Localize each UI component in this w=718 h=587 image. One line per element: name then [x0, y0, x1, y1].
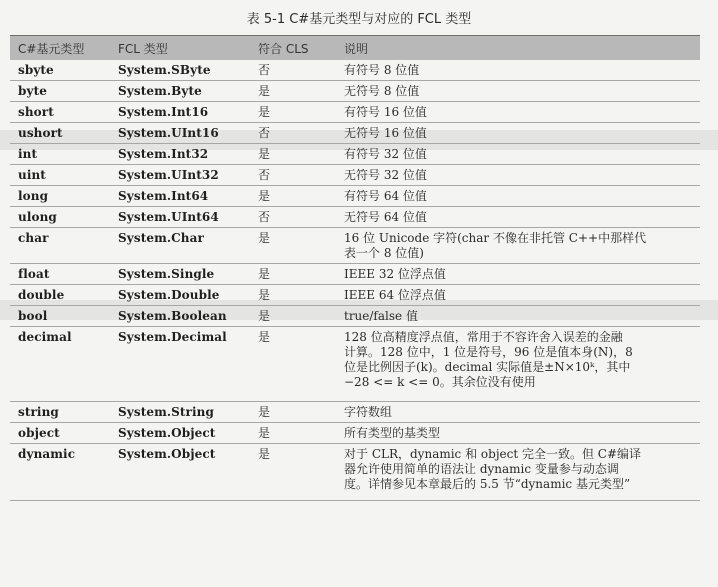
table-row: [10, 81, 700, 102]
fcl-type-cell: System.Decimal: [118, 330, 227, 344]
description-line: IEEE 64 位浮点值: [344, 288, 446, 302]
csharp-type-cell: bool: [18, 309, 48, 323]
table-row: [10, 60, 700, 81]
description-line: 度。详情参见本章最后的 5.5 节“dynamic 基元类型”: [344, 477, 631, 491]
description-line: 无符号 16 位值: [344, 126, 427, 140]
fcl-type-cell: System.Single: [118, 267, 215, 281]
fcl-type-cell: System.Int16: [118, 105, 209, 119]
csharp-type-cell: byte: [18, 84, 47, 98]
description-cell: [336, 285, 700, 305]
cls-cell: 否: [258, 168, 271, 182]
header-cls-compliant: 符合 CLS: [258, 41, 309, 56]
description-cell: [336, 228, 700, 263]
description-line: 128 位高精度浮点值，常用于不容许舍入误差的金融: [344, 330, 623, 344]
cls-cell: 是: [258, 231, 271, 245]
description-line: 有符号 8 位值: [344, 63, 420, 77]
cls-cell: 否: [258, 63, 271, 77]
csharp-type-cell: dynamic: [18, 447, 76, 461]
description-line: 计算。128 位中，1 位是符号，96 位是值本身(N)，8: [344, 345, 633, 359]
table-row: [10, 228, 700, 264]
table-row: [10, 186, 700, 207]
description-line: true/false 值: [344, 309, 418, 323]
csharp-type-cell: short: [18, 105, 54, 119]
description-line: 位是比例因子(k)。decimal 实际值是±N×10ᵏ，其中: [344, 360, 631, 374]
header-description: 说明: [344, 41, 369, 56]
description-cell: [336, 444, 700, 494]
csharp-type-cell: ushort: [18, 126, 63, 140]
description-cell: [336, 423, 700, 443]
header-csharp-type: C#基元类型: [18, 41, 85, 56]
description-line: IEEE 32 位浮点值: [344, 267, 446, 281]
description-cell: [336, 186, 700, 206]
cls-cell: 是: [258, 105, 271, 119]
fcl-type-cell: System.Boolean: [118, 309, 227, 323]
table-header: [10, 36, 700, 60]
table-row: [10, 144, 700, 165]
fcl-type-cell: System.Object: [118, 447, 216, 461]
fcl-type-cell: System.Double: [118, 288, 220, 302]
description-line: 器允许使用简单的语法让 dynamic 变量参与动态调: [344, 462, 619, 476]
table-caption: 表 5-1 C#基元类型与对应的 FCL 类型: [246, 12, 472, 27]
description-cell: [336, 402, 700, 422]
fcl-type-cell: System.String: [118, 405, 214, 419]
cls-cell: 是: [258, 330, 271, 344]
description-line: 表一个 8 位值): [344, 246, 424, 260]
description-line: 无符号 32 位值: [344, 168, 427, 182]
description-line: 无符号 64 位值: [344, 210, 427, 224]
table-row: [10, 444, 700, 501]
cls-cell: 否: [258, 210, 271, 224]
cls-cell: 是: [258, 447, 271, 461]
csharp-type-cell: long: [18, 189, 49, 203]
csharp-type-cell: double: [18, 288, 65, 302]
cls-cell: 是: [258, 84, 271, 98]
table-row: [10, 102, 700, 123]
description-cell: [336, 306, 700, 326]
type-table: [10, 35, 700, 501]
fcl-type-cell: System.Object: [118, 426, 216, 440]
description-line: 有符号 16 位值: [344, 105, 427, 119]
description-cell: [336, 165, 700, 185]
csharp-type-cell: int: [18, 147, 38, 161]
cls-cell: 是: [258, 147, 271, 161]
table-row: [10, 207, 700, 228]
fcl-type-cell: System.UInt32: [118, 168, 219, 182]
cls-cell: 是: [258, 267, 271, 281]
fcl-type-cell: System.Int32: [118, 147, 209, 161]
description-line: 有符号 64 位值: [344, 189, 427, 203]
table-row: [10, 165, 700, 186]
description-line: 有符号 32 位值: [344, 147, 427, 161]
description-cell: [336, 123, 700, 143]
fcl-type-cell: System.Char: [118, 231, 204, 245]
csharp-type-cell: decimal: [18, 330, 72, 344]
description-line: 所有类型的基类型: [344, 426, 441, 440]
description-cell: [336, 264, 700, 284]
cls-cell: 否: [258, 126, 271, 140]
fcl-type-cell: System.UInt64: [118, 210, 219, 224]
description-line: 对于 CLR，dynamic 和 object 完全一致。但 C#编译: [344, 447, 642, 461]
csharp-type-cell: string: [18, 405, 59, 419]
description-cell: [336, 60, 700, 80]
cls-cell: 是: [258, 309, 271, 323]
description-line: −28 <= k <= 0。其余位没有使用: [344, 375, 536, 389]
cls-cell: 是: [258, 426, 271, 440]
fcl-type-cell: System.UInt16: [118, 126, 219, 140]
table-row: [10, 423, 700, 444]
fcl-type-cell: System.SByte: [118, 63, 211, 77]
table-row: [10, 264, 700, 285]
csharp-type-cell: char: [18, 231, 49, 245]
description-line: 16 位 Unicode 字符(char 不像在非托管 C++中那样代: [344, 231, 647, 245]
cls-cell: 是: [258, 189, 271, 203]
description-cell: [336, 102, 700, 122]
description-cell: [336, 207, 700, 227]
fcl-type-cell: System.Byte: [118, 84, 202, 98]
description-cell: [336, 327, 700, 392]
description-line: 字符数组: [344, 405, 393, 419]
csharp-type-cell: ulong: [18, 210, 57, 224]
table-row: [10, 306, 700, 327]
csharp-type-cell: sbyte: [18, 63, 54, 77]
description-line: 无符号 8 位值: [344, 84, 420, 98]
header-fcl-type: FCL 类型: [118, 41, 168, 56]
table-row: [10, 327, 700, 402]
cls-cell: 是: [258, 405, 271, 419]
cls-cell: 是: [258, 288, 271, 302]
table-row: [10, 402, 700, 423]
table-row: [10, 285, 700, 306]
fcl-type-cell: System.Int64: [118, 189, 209, 203]
csharp-type-cell: float: [18, 267, 50, 281]
csharp-type-cell: object: [18, 426, 60, 440]
description-cell: [336, 81, 700, 101]
table-row: [10, 123, 700, 144]
description-cell: [336, 144, 700, 164]
csharp-type-cell: uint: [18, 168, 46, 182]
